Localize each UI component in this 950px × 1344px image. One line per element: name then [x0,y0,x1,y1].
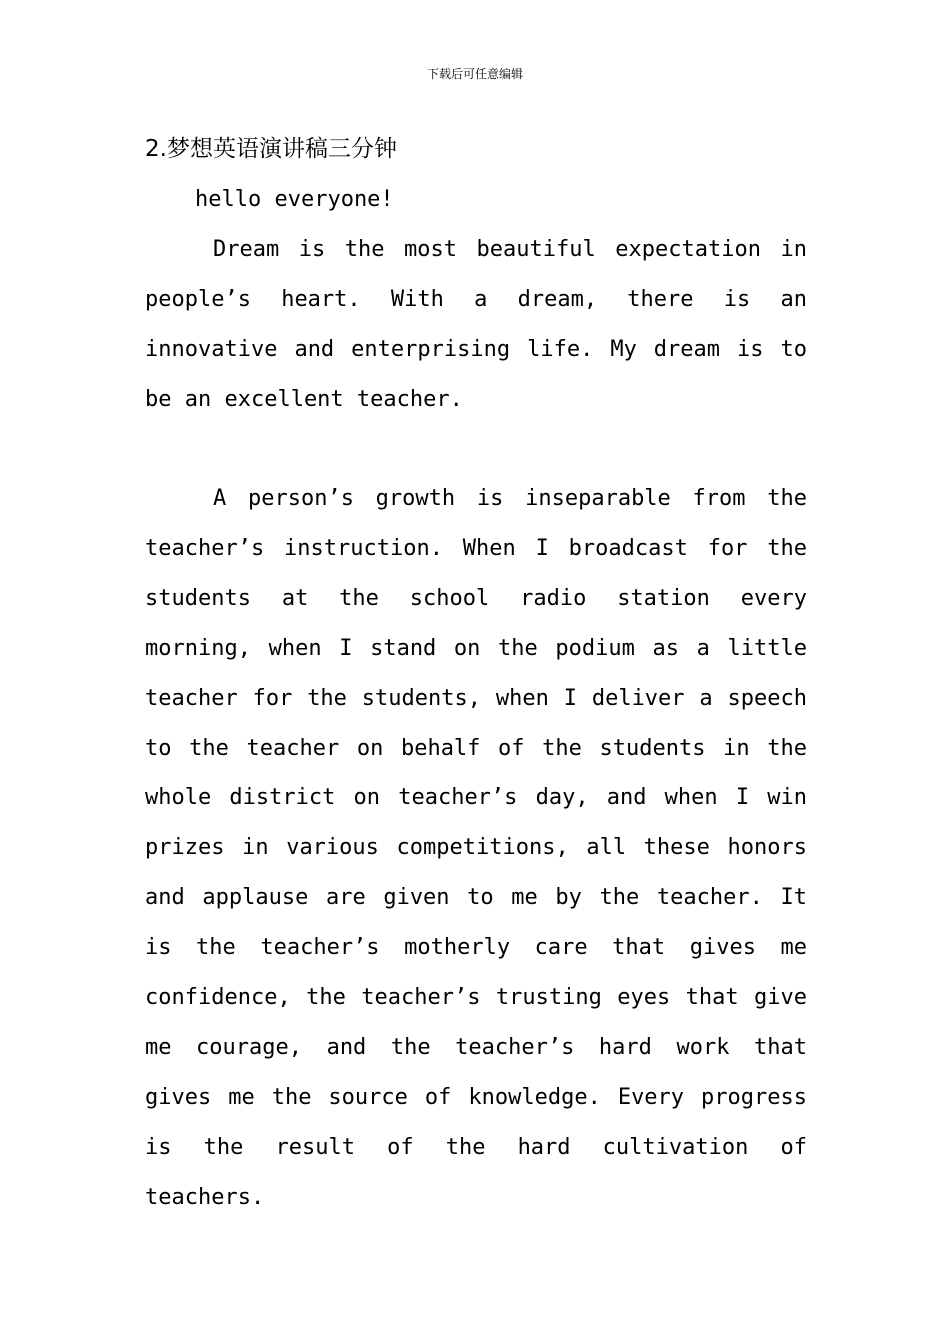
document-title: 2.梦想英语演讲稿三分钟 [145,136,397,162]
page-header: 下载后可任意编辑 [426,67,523,81]
greeting-line: hello everyone! [195,187,394,212]
paragraph-teacher: A person’s growth is inseparable from the teacher’s instruction. When I broadcast for the students at the school radio station every morning, when I stand on the podium as a little teacher for the students, when I deliver a speech to the teacher on behalf of the students in the whole district on teacher’s day, and when I win prizes in various competitions, all these honors and applause are given to me by the teacher. It is the teacher’s motherly care that gives me confidence, the teacher’s trusting eyes that give me courage, and the teacher’s hard work that gives me the source of knowledge. Every progress is the result of the hard cultivation of teachers. [145,486,807,1210]
paragraph-dream: Dream is the most beautiful expectation in people’s heart. With a dream, there is an innovative and enterprising life. My dream is to be an excellent teacher. [145,237,807,412]
